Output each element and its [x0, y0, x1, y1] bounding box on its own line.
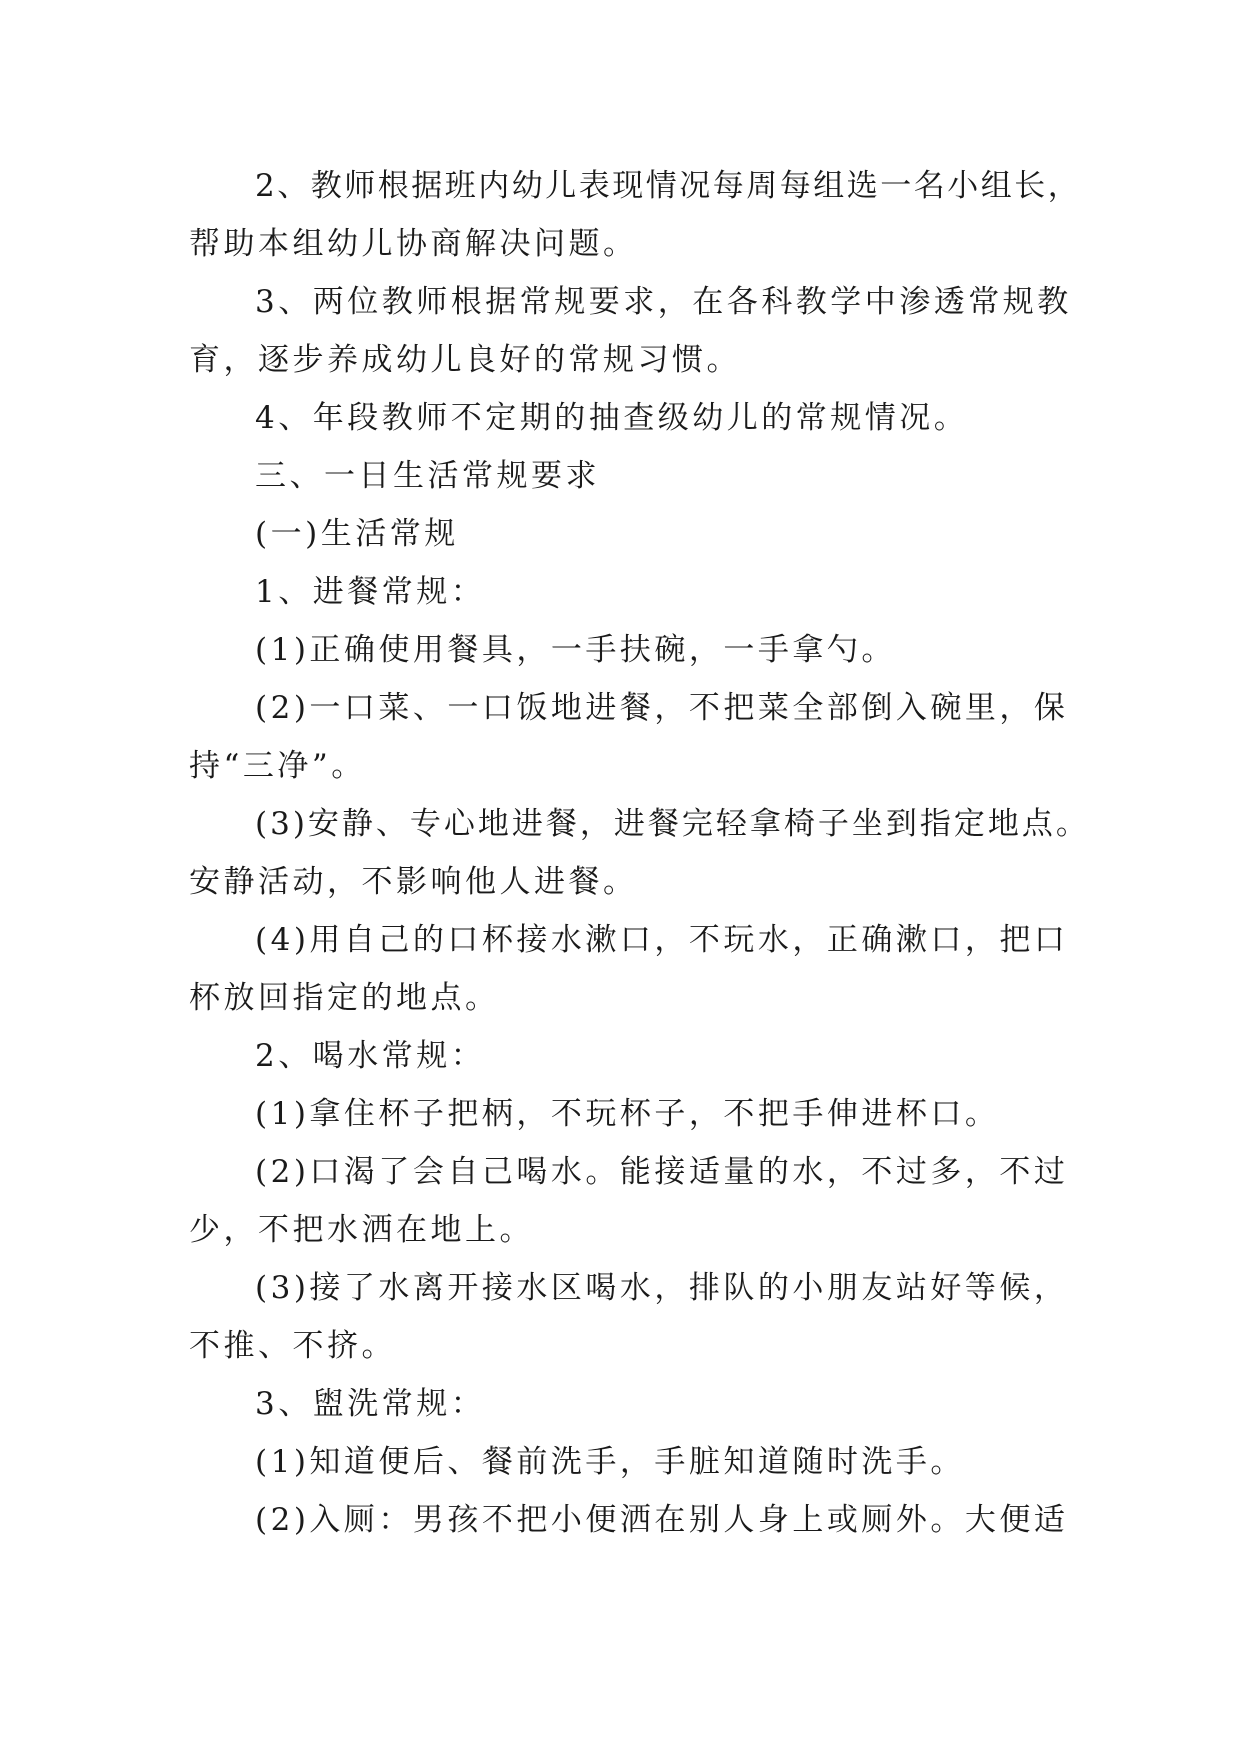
section-heading: 三、一日生活常规要求 — [255, 458, 600, 494]
item-heading: 2、喝水常规： — [255, 1038, 486, 1074]
paragraph-line: (2)口渴了会自己喝水。能接适量的水，不过多，不过 — [255, 1154, 1069, 1190]
paragraph-line: 杯放回指定的地点。 — [189, 980, 500, 1016]
paragraph-line: 育，逐步养成幼儿良好的常规习惯。 — [189, 342, 741, 378]
paragraph-line: 3、两位教师根据常规要求，在各科教学中渗透常规教 — [255, 284, 1072, 320]
paragraph-line: 帮助本组幼儿协商解决问题。 — [189, 226, 638, 262]
paragraph-line: (1)正确使用餐具，一手扶碗，一手拿勺。 — [255, 632, 896, 668]
paragraph-line: 持“三净”。 — [189, 748, 366, 784]
paragraph-line: (4)用自己的口杯接水漱口，不玩水，正确漱口，把口 — [255, 922, 1069, 958]
paragraph-line: 安静活动，不影响他人进餐。 — [189, 864, 638, 900]
paragraph-line: 4、年段教师不定期的抽查级幼儿的常规情况。 — [255, 400, 969, 436]
paragraph-line: (3)安静、专心地进餐，进餐完轻拿椅子坐到指定地点。 — [255, 806, 1090, 842]
subsection-heading: (一)生活常规 — [255, 516, 459, 552]
paragraph-line: (2)入厕：男孩不把小便洒在别人身上或厕外。大便适 — [255, 1502, 1069, 1538]
paragraph-line: (1)拿住杯子把柄，不玩杯子，不把手伸进杯口。 — [255, 1096, 1000, 1132]
paragraph-line: (2)一口菜、一口饭地进餐，不把菜全部倒入碗里，保 — [255, 690, 1069, 726]
item-heading: 3、盥洗常规： — [255, 1386, 486, 1422]
paragraph-line: 2、教师根据班内幼儿表现情况每周每组选一名小组长， — [255, 168, 1082, 204]
paragraph-line: 少，不把水洒在地上。 — [189, 1212, 534, 1248]
paragraph-line: 不推、不挤。 — [189, 1328, 396, 1364]
item-heading: 1、进餐常规： — [255, 574, 486, 610]
paragraph-line: (1)知道便后、餐前洗手，手脏知道随时洗手。 — [255, 1444, 965, 1480]
paragraph-line: (3)接了水离开接水区喝水，排队的小朋友站好等候， — [255, 1270, 1069, 1306]
